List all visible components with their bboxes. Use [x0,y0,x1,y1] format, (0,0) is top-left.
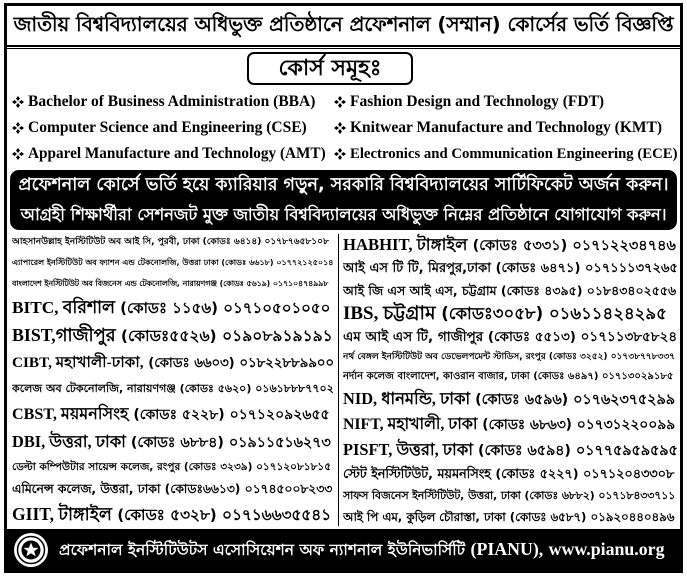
diamond-bullet-icon [334,96,347,109]
institute-code: (কোডঃ৫৫২৬) [120,327,217,346]
institute-row [12,403,334,427]
institute-row [12,351,334,376]
institute-row [12,458,334,476]
institute-row [12,323,334,348]
course-item [12,142,330,166]
institute-code: (কোডঃ ৫৫১৩) [487,329,576,345]
institute-name: আই এস টি টি, মিরপুর,ঢাকা [343,261,492,277]
institute-code: (কোডঃ ৬৬০৩) [148,356,235,372]
course-label: Electronics and Communication Engineering (ECE) [350,146,678,162]
institute-phone: ০১৭১৮৪৩৩৭১১ [598,488,676,502]
institute-phone: ০১৭১২০৪৩৩০৮ [583,466,675,482]
institute-code: (কোডঃ ৬৪১৪) [202,237,262,247]
institute-row [343,327,678,347]
institute-row [343,507,678,527]
institute-name: BIST,গাজীপুর [12,325,116,346]
institute-phone: ০১৯১১৫১৬২৭৩ [228,434,331,451]
course-label: Fashion Design and Technology (FDT) [350,93,605,110]
institute-code: (কোডঃ ৬৮৬৩) [482,417,572,433]
institute-list-left [12,233,334,527]
org-abbr: (PIANU), [470,538,544,559]
institute-name: এ্যাপারেল ইনস্টিটিউট অব ফ্যাশন এন্ড টেকনোলজি, উত্তরা ঢাকা [12,258,219,268]
institute-phone: ০১৭৩৮৭৭৮৩৩৭ [610,352,676,363]
institute-phone: ০১৭১২০৮১৮১৫ [256,460,332,473]
institute-code: (কোডঃ৬৬১৩) [164,481,241,496]
institute-row [343,438,678,463]
institute-name: নর্দান কলেজ বাংলাদেশ, কাওরান বাজার, ঢাকা [343,370,530,382]
diamond-bullet-icon [12,122,25,135]
institute-name: আই পি এম, কুড়িল চৌরাস্তা, ঢাকা [343,510,506,524]
institute-code: (কোডঃ ৬৪৯৭) [533,370,599,382]
institute-name: কলেজ অব টেকনোলজি, নারায়ণগঞ্জ [12,382,176,396]
institute-row [12,254,334,272]
institute-phone: ০১৮৪৩৪০২৫৫৬ [586,282,677,298]
institute-phone: ০১৭৭২১২৫০১৪ [276,258,334,268]
institute-code: (কোডঃ ৩২৫২) [548,352,608,363]
institute-code: (কোডঃ ১১৫৬) [120,299,218,318]
institute-phone: ০১৭৮৭৬৫৮১০৮ [264,237,329,247]
institute-phone: ০১৭১২০৯২৬৫৫ [229,406,330,423]
diamond-bullet-icon [12,96,25,109]
institute-name: GIIT, টাঙ্গাইল [12,503,112,524]
institute-name: DBI, উত্তরা, ঢাকা [12,431,126,451]
course-label: Knitwear Manufacture and Technology (KMT) [350,119,663,136]
course-item [334,116,678,140]
institute-phone: ০১৭১২২৩৪৭৪৬ [572,238,676,254]
institute-name: CIBT, মহাখালী-ঢাকা, [12,354,144,372]
institute-name: NID, ধানমন্ডি, ঢাকা [343,388,471,408]
course-item [12,116,330,140]
page-title: জাতীয় বিশ্ববিদ্যালয়ের অধিভুক্ত প্রতিষ্ঠানে প্রফেশনাল (সম্মান) কোর্সের ভর্তি বিজ্ঞপ্তি [13,13,674,36]
institute-name: নর্থ বেঙ্গল ইনস্টিটিউট অব ডেভেলপমেন্ট স্টাডিস, রংপুর [343,352,546,363]
institute-name: স্টেট ইনস্টিটিউট, ময়মনসিংহ [343,466,491,482]
banner-line: প্রফেশনাল কোর্সে ভর্তি হয়ে ক্যারিয়ার গড়ুন, সরকারি বিশ্ববিদ্যালয়ের সার্টিফিকেট অর্জন করুন। [18,175,669,195]
institute-code: (কোডঃ ৬৫৯৬) [475,391,569,408]
institute-code: (কোডঃ ৬৮৮৪) [130,434,224,451]
institute-phone: ০১৮২২৮৮৯৯০০ [239,356,334,372]
institute-row [12,379,334,399]
institute-row [12,430,334,455]
institute-name: সাফস বিজনেস ইনস্টিটিউট, উত্তরা, ঢাকা [343,488,521,502]
institute-phone: ০১৭১০৫০১০৫০ [223,299,331,318]
institute-row [343,302,678,326]
institute-name: আই জি এস আই এস, চট্টগ্রাম [343,282,497,298]
course-label: Apparel Manufacture and Technology (AMT) [28,145,326,162]
footer-text [59,529,680,571]
institute-code: (কোডঃ ৩২৩৯) [183,460,253,473]
institute-name: এম আই এস টি, গাজীপুর [343,329,484,345]
institute-list-right [343,233,678,527]
institute-phone: ০১৭১০৪৭৪৯৯৮ [272,279,329,289]
institute-row [343,465,678,485]
institute-code: (কোডঃ ৪৩৯৫) [500,282,583,298]
course-item [12,90,330,114]
institute-row [12,275,334,293]
institute-name: ডেল্টা কম্পিউটার সায়েন্স কলেজ, রংপুর [12,460,181,473]
institute-row [343,486,678,506]
institute-row [12,296,334,320]
institute-name: এমিনেন্স কলেজ, উত্তরা, ঢাকা [12,481,161,496]
institute-row [12,502,334,527]
diamond-bullet-icon [12,148,25,161]
institute-code: (কোডঃ ৫২২৭) [495,466,579,482]
institute-name: বাংলাদেশ ইনস্টিটিউট অব বিজনেস এন্ড টেকনোলজি, নারায়ণগঞ্জ [12,279,217,289]
institute-code: (কোডঃ ৫৬২০) [179,382,252,396]
institute-phone: ০১৯০৮৯১৯১৯১ [222,327,333,346]
institute-phone: ০১৭৬২৩৭৫২৯৯ [573,391,675,408]
institute-name: BITC, বরিশাল [12,298,115,318]
institute-row [343,281,678,301]
institute-row [343,413,678,437]
institute-phone: ০১৭১১৩৮৫৮২৪ [580,329,678,345]
course-item [334,142,678,166]
institute-phone: ০১৭১৬৬৩৫৫৪১ [222,505,331,524]
column-divider [338,234,339,526]
title-rule [7,45,680,49]
institute-row [12,233,334,251]
institute-name: IBS, চট্টগ্রাম [343,302,436,324]
institute-row [343,233,678,258]
institute-code: (কোডঃ ৫৬১৯) [219,279,271,289]
admission-banner [10,170,677,230]
institute-phone: ০১৭১১১৩৭২৬৫ [584,261,678,277]
banner-line: আগ্রহী শিক্ষার্থীরা সেশনজট মুক্ত জাতীয় বিশ্ববিদ্যালয়ের অধিভুক্ত নিম্নের প্রতিষ্ঠানে যোগাযোগ করুন। [20,205,667,224]
institute-row [12,479,334,499]
institute-phone: ০১৭১৩০২৯১৮৫ [601,370,674,382]
institute-row [343,348,678,366]
institute-name: NIFT, মহাখালী, ঢাকা [343,416,478,433]
org-name: প্রফেশনাল ইনস্টিটিউটস এসোসিয়েশন অফ ন্যাশনাল ইউনিভার্সিটি [59,540,466,559]
institute-code: (কোডঃ ৬৮৮২) [524,488,595,502]
pianu-logo [13,532,49,568]
institute-phone: ০১৭৩১২২০০৯৯ [576,417,676,433]
institute-code: (কোডঃ ৬৫৮৭) [509,510,587,524]
course-list-right [334,90,678,166]
course-label: Computer Science and Engineering (CSE) [28,119,307,136]
institute-name: CBST, ময়মনসিংহ [12,405,129,423]
institute-code: (কোডঃ ৬৪৭১) [495,261,581,277]
institute-row [343,259,678,279]
footer-bar [7,529,680,570]
course-label: Bachelor of Business Administration (BBA) [28,93,316,110]
institute-code: (কোডঃ ৫২২৮) [133,406,225,423]
institute-phone: ০১৬১৮৮৮৭৭০২ [255,382,334,396]
website-text: www.pianu.org [548,538,665,559]
institute-name: PISFT, উত্তরা, ঢাকা [343,440,474,460]
institute-phone: ০১৭৭৫৯৫৯৫৯৫ [575,443,678,460]
institute-phone: ০১৬১১৪২৪২৯৫ [548,303,667,323]
course-item [334,90,678,114]
institute-row [343,387,678,412]
institute-code: (কোডঃ ৬৬১৮) [221,258,274,268]
institute-phone: ০১৭৪৫০০৮২৩৩ [244,481,333,496]
course-list-left [12,90,330,166]
institute-phone: ০১৯২০৪৪০৪৯৬ [590,510,675,524]
courses-heading: কোর্স সমূহঃ [247,52,413,85]
institute-code: (কোডঃ ৬৫৯৪) [477,443,571,460]
institute-code: (কোডঃ ৫৩২৮) [117,505,217,524]
institute-code: (কোডঃ ৫৩৩১) [472,238,568,254]
institute-name: আহসানউল্লাহ ইনস্টিটিউট অব আই সি, পুরবী, ঢাকা [12,237,200,247]
institute-code: (কোডঃ৩০৫৮) [441,303,544,323]
institute-name: HABHIT, টাঙ্গাইল [343,235,468,254]
diamond-bullet-icon [334,122,347,135]
diamond-bullet-icon [334,148,347,161]
institute-row [343,368,678,386]
